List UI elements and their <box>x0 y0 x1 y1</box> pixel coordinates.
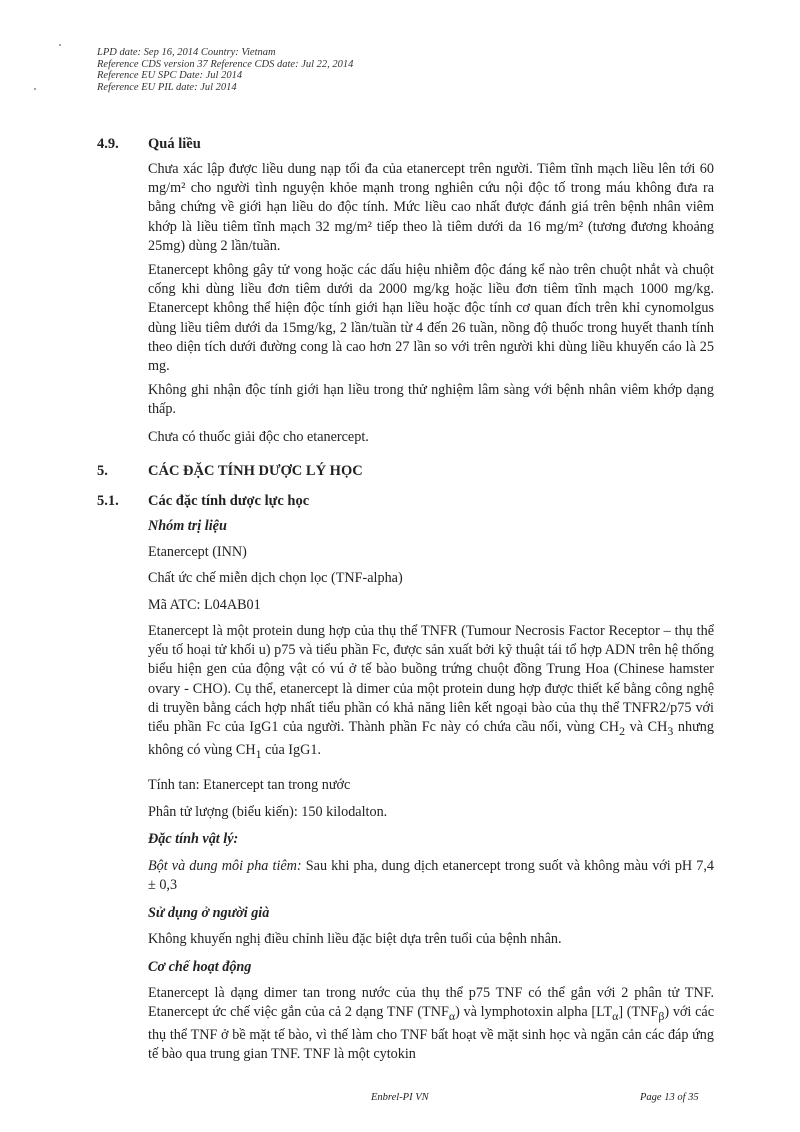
paragraph-mechanism <box>148 984 714 1065</box>
text-run: của IgG1. <box>261 742 322 759</box>
subscript: 1 <box>255 746 262 761</box>
section-number: 5.1. <box>97 493 119 509</box>
scan-speck <box>59 44 61 46</box>
subheading-therapeutic-group: Nhóm trị liệu <box>148 518 227 534</box>
section-number: 5. <box>97 463 108 479</box>
paragraph-elderly: Không khuyến nghị điều chỉnh liều đặc biệt dựa trên tuổi của bệnh nhân. <box>148 931 562 947</box>
section-number: 4.9. <box>97 136 119 152</box>
subscript: 2 <box>619 723 625 738</box>
paragraph: Chưa có thuốc giải độc cho etanercept. <box>148 429 369 445</box>
footer-document-id: Enbrel-PI VN <box>371 1092 429 1103</box>
header-line: Reference EU SPC Date: Jul 2014 <box>97 70 243 81</box>
section-title: Các đặc tính dược lực học <box>148 493 310 509</box>
paragraph-physical <box>148 857 714 895</box>
header-line: LPD date: Sep 16, 2014 Country: Vietnam <box>97 47 276 58</box>
text-run: ] (TNF <box>618 1004 659 1021</box>
paragraph: Chất ức chế miễn dịch chọn lọc (TNF-alpha) <box>148 570 403 586</box>
scan-speck <box>34 88 36 90</box>
paragraph-molecular-weight: Phân tử lượng (biểu kiến): 150 kilodalton. <box>148 804 388 820</box>
paragraph: Etanercept (INN) <box>148 544 247 560</box>
text-run: ) với các thụ thể TNF ở bề mặt tế bào, vì thế làm cho TNF bất hoạt về mặt sinh học và ngăn cản các đáp ứng tế bào qua trung gian TNF. TNF là một cytokin <box>148 1004 714 1063</box>
paragraph-description <box>148 622 714 764</box>
header-line: Reference EU PIL date: Jul 2014 <box>97 81 237 93</box>
paragraph: Không ghi nhận độc tính giới hạn liều trong thử nghiệm lâm sàng với bệnh nhân viêm khớp dạng thấp. <box>148 382 714 418</box>
text-run: Etanercept là dạng dimer tan trong nước của thụ thể p75 TNF có thể gắn với 2 phân tử TNF. Etanercept ức chế việc gắn của cả 2 dạng TNF (TNF <box>148 985 714 1021</box>
text-run: nhưng không có vùng CH <box>148 719 714 759</box>
paragraph-solubility: Tính tan: Etanercept tan trong nước <box>148 777 351 793</box>
text-run: ) và lymphotoxin alpha [LT <box>455 1004 613 1021</box>
subheading-physical: Đặc tính vật lý: <box>148 831 239 847</box>
paragraph: Etanercept không gây tử vong hoặc các dấu hiệu nhiễm độc đáng kể nào trên chuột nhắt và chuột cống khi dùng liều đơn tiêm dưới da 2000 mg/kg hoặc liều đơn tiêm tĩnh mạch 1000 mg/kg. Etanercept không thể hiện độc tính giới hạn liều hoặc độc tính cơ quan đích trên khỉ cynomolgus dùng liều tiêm dưới da 15mg/kg, 2 lần/tuần từ 4 đến 26 tuần, nồng độ thuốc trong huyết thanh tính theo diện tích dưới đường cong là cao hơn 27 lần so với trên người khi dùng liều khuyến cáo là 25 mg. <box>148 262 714 375</box>
section-title: CÁC ĐẶC TÍNH DƯỢC LÝ HỌC <box>148 463 363 479</box>
text-run: Etanercept là một protein dung hợp của thụ thể TNFR (Tumour Necrosis Factor Receptor – thụ thể yếu tố hoại tử khối u) p75 và tiểu phần Fc, được sản xuất bởi kỹ thuật tái tổ hợp ADN trên hệ thống biểu hiện gen của động vật có vú ở tế bào buồng trứng chuột đồng Trung Hoa (Chinese hamster ovary - CHO). Cụ thể, etanercept là dimer của một protein dung hợp được thiết kế bằng công nghệ di truyền bằng cách hợp nhất tiểu phần có khả năng liên kết ngoại bào của thụ thể TNFR2/p75 với tiểu phần Fc của IgG1 của người. Thành phần Fc này có chứa cầu nối, vùng CH <box>148 623 714 736</box>
subheading-mechanism: Cơ chế hoạt động <box>148 959 252 975</box>
subheading-elderly: Sử dụng ở người già <box>148 905 270 921</box>
document-header <box>97 47 353 93</box>
footer-page-number: Page 13 of 35 <box>640 1092 699 1103</box>
header-line: Reference CDS version 37 Reference CDS date: Jul 22, 2014 <box>97 58 354 70</box>
text-run: Sau khi pha, dung dịch etanercept trong suốt và không màu với pH 7,4 ± 0,3 <box>148 858 714 894</box>
paragraph: Chưa xác lập được liều dung nạp tối đa của etanercept trên người. Tiêm tĩnh mạch liều lên tới 60 mg/m² cho người tình nguyện khỏe mạnh trong nghiên cứu nội độc tố trong máu không đưa ra bằng chứng về giới hạn liều do độc tính. Mức liều cao nhất được đánh giá trên bệnh nhân viêm khớp là liều tiêm tĩnh mạch 32 mg/m² tiếp theo là tiêm dưới da 16 mg/m² (tương đương khoảng 25mg) dùng 2 lần/tuần. <box>148 161 714 254</box>
subscript: β <box>658 1009 665 1024</box>
atc-code: Mã ATC: L04AB01 <box>148 597 261 613</box>
subscript: α <box>448 1009 456 1024</box>
section-title: Quá liều <box>148 136 201 152</box>
text-run: và CH <box>624 719 668 736</box>
subscript: α <box>612 1009 619 1024</box>
text-run-italic: Bột và dung môi pha tiêm: <box>148 858 302 874</box>
subscript: 3 <box>667 723 674 738</box>
